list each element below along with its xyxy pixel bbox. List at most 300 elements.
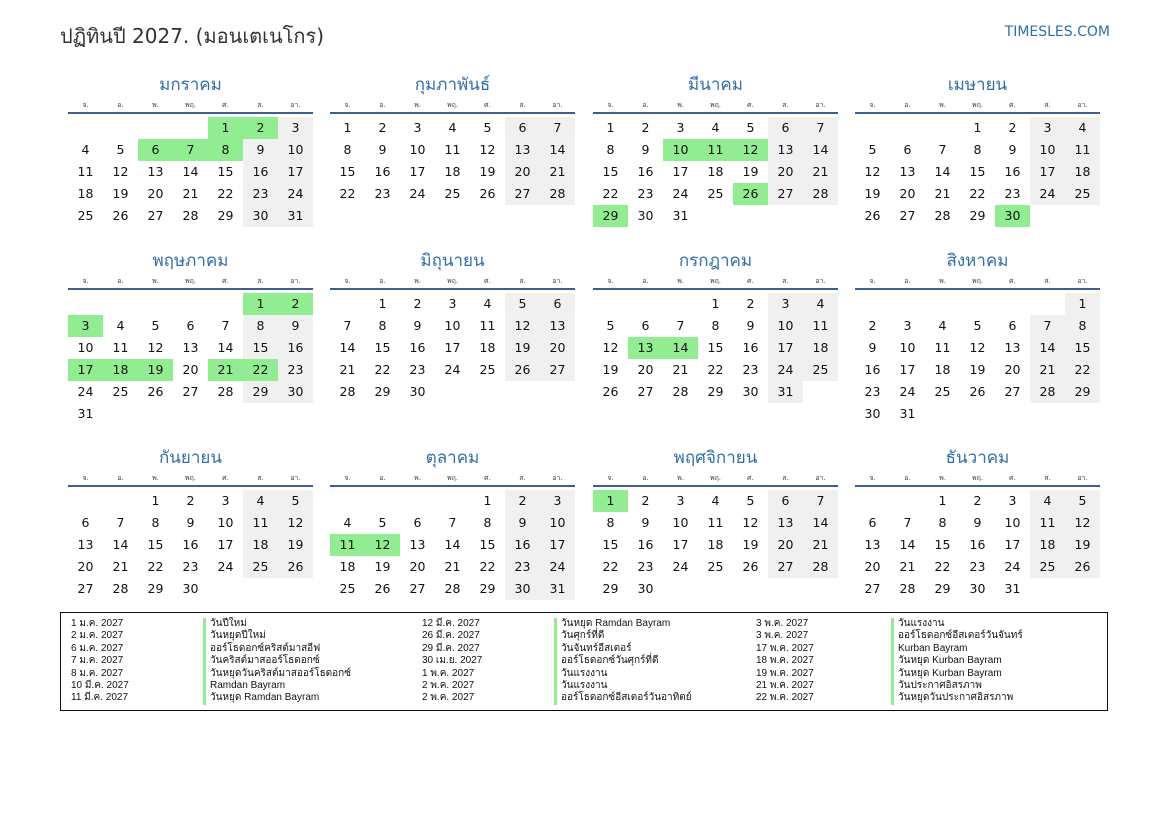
day-cell: 21 bbox=[934, 186, 951, 201]
day-cell: 10 bbox=[409, 142, 426, 157]
day-cell: 7 bbox=[803, 490, 838, 512]
day-cell: 22 bbox=[707, 362, 724, 377]
day-cell: 4 bbox=[243, 490, 278, 512]
day-cell: 18 bbox=[934, 362, 951, 377]
day-cell: 10 bbox=[217, 515, 234, 530]
holiday-column bbox=[71, 618, 401, 705]
holiday-day: 26 bbox=[733, 183, 768, 205]
day-cell: 1 bbox=[973, 120, 982, 135]
day-cell: 29 bbox=[374, 384, 391, 399]
holiday-date: 2 พ.ค. 2027 bbox=[422, 679, 475, 691]
day-cell: 7 bbox=[540, 117, 575, 139]
day-cell: 7 bbox=[221, 318, 230, 333]
day-cell: 5 bbox=[483, 120, 492, 135]
weekday-label: อา. bbox=[1077, 100, 1088, 109]
day-cell: 2 bbox=[868, 318, 877, 333]
day-cell: 25 bbox=[1065, 183, 1100, 205]
day-cell: 25 bbox=[934, 384, 951, 399]
day-cell: 3 bbox=[448, 296, 457, 311]
weekday-header bbox=[855, 274, 1100, 290]
weekday-label: จ. bbox=[607, 100, 614, 109]
holiday-day: 6 bbox=[138, 139, 173, 161]
day-cell: 30 bbox=[637, 208, 654, 223]
day-cell: 3 bbox=[676, 493, 685, 508]
empty-cell bbox=[855, 490, 890, 512]
days-grid bbox=[593, 114, 838, 227]
day-cell: 19 bbox=[602, 362, 619, 377]
empty-cell bbox=[68, 490, 103, 512]
day-cell: 3 bbox=[413, 120, 422, 135]
day-cell: 12 bbox=[147, 340, 164, 355]
day-cell: 18 bbox=[707, 537, 724, 552]
day-cell: 14 bbox=[1030, 337, 1065, 359]
day-cell: 26 bbox=[505, 359, 540, 381]
weekday-label: พฤ. bbox=[709, 473, 722, 482]
weekday-label: ส. bbox=[519, 473, 526, 482]
empty-cell bbox=[628, 293, 663, 315]
empty-cell bbox=[365, 490, 400, 512]
day-cell: 18 bbox=[1030, 534, 1065, 556]
day-cell: 22 bbox=[969, 186, 986, 201]
day-cell: 11 bbox=[77, 164, 94, 179]
month-name: พฤศจิกายน bbox=[673, 448, 758, 468]
holiday-day: 14 bbox=[663, 337, 698, 359]
holiday-date: 3 พ.ค. 2027 bbox=[756, 618, 809, 629]
day-cell: 28 bbox=[672, 384, 689, 399]
day-cell: 16 bbox=[409, 340, 426, 355]
weekday-label: อ. bbox=[642, 473, 649, 482]
holiday-name: วันหยุดวันคริสต์มาสออร์โธดอกซ์ bbox=[203, 668, 351, 680]
day-cell: 6 bbox=[540, 293, 575, 315]
days-grid bbox=[68, 487, 313, 600]
weekday-label: อา. bbox=[290, 473, 301, 482]
day-cell: 23 bbox=[742, 362, 759, 377]
day-cell: 6 bbox=[1008, 318, 1017, 333]
day-cell: 14 bbox=[899, 537, 916, 552]
day-cell: 31 bbox=[1004, 581, 1021, 596]
day-cell: 27 bbox=[409, 581, 426, 596]
day-cell: 14 bbox=[217, 340, 234, 355]
holiday-day: 17 bbox=[68, 359, 103, 381]
weekday-header bbox=[68, 471, 313, 487]
day-cell: 7 bbox=[938, 142, 947, 157]
weekday-label: จ. bbox=[82, 100, 89, 109]
day-cell: 14 bbox=[339, 340, 356, 355]
day-cell: 8 bbox=[711, 318, 720, 333]
holiday-name: ออร์โธดอกซ์อีสเตอร์วันจันทร์ bbox=[891, 630, 1023, 642]
empty-cell bbox=[138, 117, 173, 139]
holiday-date: 11 มี.ค. 2027 bbox=[71, 692, 129, 704]
day-cell: 21 bbox=[112, 559, 129, 574]
day-cell: 24 bbox=[444, 362, 461, 377]
day-cell: 15 bbox=[707, 340, 724, 355]
day-cell: 26 bbox=[742, 559, 759, 574]
month-calendar bbox=[68, 248, 313, 425]
day-cell: 28 bbox=[444, 581, 461, 596]
weekday-header bbox=[593, 274, 838, 290]
holiday-day: 8 bbox=[208, 139, 243, 161]
weekday-header bbox=[68, 274, 313, 290]
day-cell: 28 bbox=[934, 208, 951, 223]
day-cell: 17 bbox=[217, 537, 234, 552]
day-cell: 30 bbox=[278, 381, 313, 403]
empty-cell bbox=[995, 293, 1030, 315]
month-calendar bbox=[855, 445, 1100, 600]
days-grid bbox=[330, 114, 575, 205]
day-cell: 17 bbox=[672, 537, 689, 552]
empty-cell bbox=[925, 117, 960, 139]
day-cell: 3 bbox=[278, 117, 313, 139]
month-calendar bbox=[593, 72, 838, 227]
holiday-day: 3 bbox=[68, 315, 103, 337]
day-cell: 9 bbox=[746, 318, 755, 333]
day-cell: 23 bbox=[409, 362, 426, 377]
holiday-name: Kurban Bayram bbox=[891, 643, 967, 655]
holiday-row bbox=[756, 680, 1086, 692]
day-cell: 16 bbox=[969, 537, 986, 552]
day-cell: 28 bbox=[803, 556, 838, 578]
day-cell: 15 bbox=[934, 537, 951, 552]
day-cell: 9 bbox=[641, 142, 650, 157]
day-cell: 4 bbox=[1065, 117, 1100, 139]
day-cell: 18 bbox=[77, 186, 94, 201]
weekday-label: อา. bbox=[1077, 473, 1088, 482]
day-cell: 30 bbox=[637, 581, 654, 596]
weekday-label: อา. bbox=[290, 100, 301, 109]
empty-cell bbox=[330, 490, 365, 512]
day-cell: 27 bbox=[77, 581, 94, 596]
empty-cell bbox=[960, 293, 995, 315]
day-cell: 6 bbox=[641, 318, 650, 333]
weekday-label: พ. bbox=[414, 473, 421, 482]
day-cell: 11 bbox=[444, 142, 461, 157]
day-cell: 8 bbox=[151, 515, 160, 530]
day-cell: 27 bbox=[505, 183, 540, 205]
day-cell: 13 bbox=[182, 340, 199, 355]
day-cell: 10 bbox=[540, 512, 575, 534]
weekday-label: พ. bbox=[152, 100, 159, 109]
day-cell: 10 bbox=[768, 315, 803, 337]
day-cell: 1 bbox=[343, 120, 352, 135]
weekday-label: ศ. bbox=[747, 473, 754, 482]
day-cell: 26 bbox=[147, 384, 164, 399]
day-cell: 29 bbox=[934, 581, 951, 596]
day-cell: 31 bbox=[278, 205, 313, 227]
day-cell: 22 bbox=[479, 559, 496, 574]
day-cell: 2 bbox=[378, 120, 387, 135]
day-cell: 3 bbox=[221, 493, 230, 508]
day-cell: 11 bbox=[934, 340, 951, 355]
weekday-header bbox=[330, 98, 575, 114]
weekday-header bbox=[593, 98, 838, 114]
day-cell: 19 bbox=[505, 337, 540, 359]
day-cell: 22 bbox=[217, 186, 234, 201]
day-cell: 20 bbox=[768, 534, 803, 556]
day-cell: 16 bbox=[243, 161, 278, 183]
weekday-label: พ. bbox=[677, 473, 684, 482]
day-cell: 31 bbox=[672, 208, 689, 223]
day-cell: 21 bbox=[899, 559, 916, 574]
day-cell: 4 bbox=[711, 493, 720, 508]
weekday-label: พ. bbox=[939, 100, 946, 109]
day-cell: 11 bbox=[243, 512, 278, 534]
days-grid bbox=[855, 114, 1100, 227]
day-cell: 29 bbox=[707, 384, 724, 399]
day-cell: 26 bbox=[864, 208, 881, 223]
weekday-label: อา. bbox=[552, 276, 563, 285]
day-cell: 24 bbox=[672, 186, 689, 201]
day-cell: 20 bbox=[1004, 362, 1021, 377]
day-cell: 17 bbox=[899, 362, 916, 377]
weekday-label: พ. bbox=[939, 276, 946, 285]
weekday-label: จ. bbox=[607, 276, 614, 285]
weekday-label: ศ. bbox=[222, 100, 229, 109]
holiday-day: 22 bbox=[243, 359, 278, 381]
day-cell: 28 bbox=[1030, 381, 1065, 403]
empty-cell bbox=[593, 293, 628, 315]
weekday-label: พ. bbox=[414, 276, 421, 285]
day-cell: 25 bbox=[1030, 556, 1065, 578]
holiday-row bbox=[422, 655, 752, 667]
holiday-row bbox=[422, 630, 752, 642]
day-cell: 2 bbox=[973, 493, 982, 508]
day-cell: 4 bbox=[803, 293, 838, 315]
holiday-date: 1 พ.ค. 2027 bbox=[422, 667, 475, 679]
month-name: มกราคม bbox=[159, 75, 222, 95]
day-cell: 29 bbox=[147, 581, 164, 596]
day-cell: 5 bbox=[606, 318, 615, 333]
weekday-label: อา. bbox=[815, 276, 826, 285]
day-cell: 14 bbox=[934, 164, 951, 179]
month-name: พฤษภาคม bbox=[152, 251, 229, 271]
month-calendar bbox=[330, 445, 575, 600]
day-cell: 27 bbox=[864, 581, 881, 596]
day-cell: 29 bbox=[1065, 381, 1100, 403]
day-cell: 15 bbox=[339, 164, 356, 179]
empty-cell bbox=[68, 293, 103, 315]
day-cell: 17 bbox=[1004, 537, 1021, 552]
holiday-row bbox=[71, 655, 401, 667]
day-cell: 16 bbox=[1004, 164, 1021, 179]
day-cell: 13 bbox=[505, 139, 540, 161]
days-grid bbox=[330, 290, 575, 403]
holiday-date: 22 พ.ค. 2027 bbox=[756, 692, 814, 704]
holiday-row bbox=[422, 692, 752, 704]
day-cell: 28 bbox=[540, 183, 575, 205]
day-cell: 14 bbox=[803, 512, 838, 534]
holiday-name: ออร์โธดอกซ์คริสต์มาสอีฟ bbox=[203, 643, 320, 655]
holiday-date: 1 ม.ค. 2027 bbox=[71, 618, 124, 629]
day-cell: 26 bbox=[1065, 556, 1100, 578]
holiday-day: 18 bbox=[103, 359, 138, 381]
day-cell: 27 bbox=[637, 384, 654, 399]
day-cell: 24 bbox=[409, 186, 426, 201]
month-name: ตุลาคม bbox=[425, 448, 480, 468]
day-cell: 5 bbox=[746, 493, 755, 508]
weekday-label: ส. bbox=[782, 473, 789, 482]
holiday-day: 2 bbox=[278, 293, 313, 315]
day-cell: 21 bbox=[444, 559, 461, 574]
weekday-label: อ. bbox=[642, 276, 649, 285]
day-cell: 17 bbox=[1030, 161, 1065, 183]
day-cell: 31 bbox=[540, 578, 575, 600]
holiday-name: วันหยุด Kurban Bayram bbox=[891, 655, 1002, 667]
day-cell: 19 bbox=[112, 186, 129, 201]
weekday-label: พ. bbox=[414, 100, 421, 109]
day-cell: 27 bbox=[147, 208, 164, 223]
day-cell: 27 bbox=[768, 556, 803, 578]
holiday-name: ออร์โธดอกซ์อีสเตอร์วันอาทิตย์ bbox=[554, 692, 692, 704]
holiday-row bbox=[756, 630, 1086, 642]
day-cell: 25 bbox=[479, 362, 496, 377]
day-cell: 19 bbox=[278, 534, 313, 556]
day-cell: 20 bbox=[899, 186, 916, 201]
holiday-row bbox=[422, 618, 752, 630]
day-cell: 6 bbox=[768, 117, 803, 139]
holiday-name: Ramdan Bayram bbox=[203, 680, 285, 692]
day-cell: 22 bbox=[339, 186, 356, 201]
day-cell: 15 bbox=[1065, 337, 1100, 359]
day-cell: 11 bbox=[803, 315, 838, 337]
weekday-label: ศ. bbox=[484, 100, 491, 109]
day-cell: 13 bbox=[77, 537, 94, 552]
day-cell: 9 bbox=[505, 512, 540, 534]
empty-cell bbox=[925, 293, 960, 315]
day-cell: 7 bbox=[343, 318, 352, 333]
day-cell: 22 bbox=[374, 362, 391, 377]
day-cell: 24 bbox=[77, 384, 94, 399]
day-cell: 1 bbox=[1065, 293, 1100, 315]
day-cell: 5 bbox=[746, 120, 755, 135]
day-cell: 7 bbox=[116, 515, 125, 530]
day-cell: 7 bbox=[803, 117, 838, 139]
day-cell: 1 bbox=[938, 493, 947, 508]
day-cell: 19 bbox=[864, 186, 881, 201]
day-cell: 12 bbox=[479, 142, 496, 157]
day-cell: 1 bbox=[378, 296, 387, 311]
empty-cell bbox=[890, 293, 925, 315]
day-cell: 30 bbox=[505, 578, 540, 600]
day-cell: 4 bbox=[483, 296, 492, 311]
day-cell: 2 bbox=[186, 493, 195, 508]
holiday-name: วันจันทร์อีสเตอร์ bbox=[554, 643, 632, 655]
day-cell: 7 bbox=[676, 318, 685, 333]
holiday-day: 2 bbox=[243, 117, 278, 139]
day-cell: 11 bbox=[112, 340, 129, 355]
weekday-header bbox=[330, 471, 575, 487]
day-cell: 22 bbox=[147, 559, 164, 574]
day-cell: 5 bbox=[868, 142, 877, 157]
day-cell: 8 bbox=[606, 142, 615, 157]
day-cell: 4 bbox=[711, 120, 720, 135]
day-cell: 6 bbox=[413, 515, 422, 530]
day-cell: 3 bbox=[768, 293, 803, 315]
day-cell: 7 bbox=[903, 515, 912, 530]
day-cell: 13 bbox=[1004, 340, 1021, 355]
day-cell: 18 bbox=[1065, 161, 1100, 183]
day-cell: 13 bbox=[409, 537, 426, 552]
weekday-label: ส. bbox=[1044, 276, 1051, 285]
weekday-label: อ. bbox=[904, 276, 911, 285]
weekday-header bbox=[68, 98, 313, 114]
month-name: กรกฎาคม bbox=[678, 251, 753, 271]
day-cell: 18 bbox=[479, 340, 496, 355]
day-cell: 26 bbox=[112, 208, 129, 223]
day-cell: 31 bbox=[768, 381, 803, 403]
day-cell: 3 bbox=[903, 318, 912, 333]
weekday-label: ศ. bbox=[222, 473, 229, 482]
day-cell: 21 bbox=[1030, 359, 1065, 381]
month-name: มิถุนายน bbox=[420, 251, 485, 271]
day-cell: 16 bbox=[742, 340, 759, 355]
day-cell: 27 bbox=[1004, 384, 1021, 399]
weekday-label: จ. bbox=[82, 276, 89, 285]
weekday-label: พฤ. bbox=[971, 473, 984, 482]
days-grid bbox=[330, 487, 575, 600]
weekday-label: พฤ. bbox=[184, 276, 197, 285]
weekday-label: ศ. bbox=[484, 276, 491, 285]
day-cell: 15 bbox=[479, 537, 496, 552]
day-cell: 19 bbox=[742, 537, 759, 552]
days-grid bbox=[68, 290, 313, 425]
month-name: มีนาคม bbox=[688, 75, 743, 95]
day-cell: 28 bbox=[899, 581, 916, 596]
day-cell: 18 bbox=[243, 534, 278, 556]
day-cell: 27 bbox=[540, 359, 575, 381]
day-cell: 8 bbox=[483, 515, 492, 530]
day-cell: 17 bbox=[540, 534, 575, 556]
holiday-row bbox=[71, 643, 401, 655]
day-cell: 29 bbox=[217, 208, 234, 223]
empty-cell bbox=[103, 293, 138, 315]
weekday-label: จ. bbox=[607, 473, 614, 482]
day-cell: 30 bbox=[969, 581, 986, 596]
holiday-day: 21 bbox=[208, 359, 243, 381]
site-link[interactable]: TIMESLES.COM bbox=[1004, 24, 1110, 40]
day-cell: 2 bbox=[641, 493, 650, 508]
day-cell: 9 bbox=[378, 142, 387, 157]
day-cell: 4 bbox=[116, 318, 125, 333]
holiday-name: วันหยุดปีใหม่ bbox=[203, 630, 266, 642]
day-cell: 5 bbox=[973, 318, 982, 333]
month-calendar bbox=[855, 72, 1100, 227]
day-cell: 4 bbox=[343, 515, 352, 530]
day-cell: 31 bbox=[899, 406, 916, 421]
day-cell: 6 bbox=[868, 515, 877, 530]
holiday-date: 17 พ.ค. 2027 bbox=[756, 642, 814, 654]
holiday-day: 12 bbox=[733, 139, 768, 161]
day-cell: 24 bbox=[899, 384, 916, 399]
day-cell: 2 bbox=[505, 490, 540, 512]
day-cell: 30 bbox=[864, 406, 881, 421]
day-cell: 1 bbox=[606, 120, 615, 135]
day-cell: 4 bbox=[1030, 490, 1065, 512]
month-name: ธันวาคม bbox=[945, 448, 1010, 468]
weekday-label: พ. bbox=[152, 473, 159, 482]
day-cell: 25 bbox=[243, 556, 278, 578]
day-cell: 29 bbox=[243, 381, 278, 403]
day-cell: 15 bbox=[374, 340, 391, 355]
day-cell: 25 bbox=[339, 581, 356, 596]
weekday-label: จ. bbox=[869, 276, 876, 285]
weekday-header bbox=[855, 98, 1100, 114]
holiday-row bbox=[756, 618, 1086, 630]
month-calendar bbox=[330, 72, 575, 205]
day-cell: 6 bbox=[81, 515, 90, 530]
day-cell: 15 bbox=[147, 537, 164, 552]
weekday-label: จ. bbox=[344, 276, 351, 285]
day-cell: 29 bbox=[969, 208, 986, 223]
